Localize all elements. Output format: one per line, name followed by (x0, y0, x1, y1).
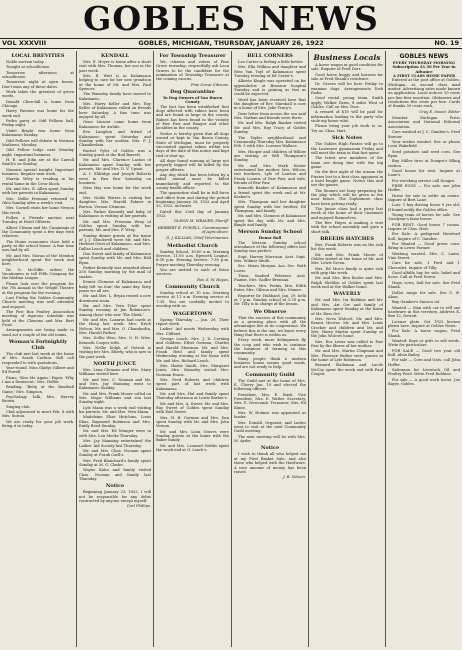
article-paragraph: Wanted — Man with car to sell our hardware in this territory. Address X. Box 12, Detroit. (388, 305, 460, 319)
article-paragraph: The Taylor neighborhood and Community Thursday Mrs. Kalamazoo Feb. 3 with Mrs. Lorenzo Wallace. (234, 135, 306, 149)
article-paragraph: Mrs. Thompson and her daughter spent Sunday with her brother, Ed Thompson, and family. (234, 200, 306, 213)
section-heading: Notice (105, 483, 125, 490)
article-paragraph: Dr. G. McGiffie orders the Vacationers to tell Fifth Company for the Medina League. (2, 267, 74, 281)
article-paragraph: Albert Clemm and Mr. Cummings of the Community spent a few days with relatives. (2, 225, 74, 239)
article-paragraph: Kenneth Banker of Kalamazoo and a friend spent the week end at Mr. Kecker's. (234, 186, 306, 199)
article-paragraph: For Wanted — Good green corn. Bring in Lewis Farmer. (388, 242, 460, 251)
article-paragraph: Don Sweet and family of Kalamazoo spent Sunday with Mr. and Mrs. Edd Ryan. (79, 252, 151, 265)
article-paragraph: Teachers, Mrs. Perkis, Mrs. Edith Eater, Mrs. Gibson and Mrs. Maxon. (234, 283, 306, 293)
article-paragraph: Pedro party at Odd Fellows hall, Friday night. (2, 119, 74, 128)
article-paragraph: You are invited to each of these services. (156, 268, 229, 277)
column-5 (311, 51, 383, 649)
dateline (0, 38, 462, 49)
article-paragraph: Word has been received here that the daughter of Rev. Marshall is now in a home of Mrs. Julie Tracy's. (234, 97, 306, 111)
article-paragraph: Cars for sale, 1 Ford and 1 Chevrolet. Inquire of Tilly. (388, 261, 460, 270)
article-paragraph: Cars washed at J. C. Gamber's. Fred Bowser. (388, 130, 460, 139)
column-2 (79, 51, 151, 649)
article-paragraph: Mrs. Nellie Wise, Mrs. O. H. Wise, Kenneth Cooper with. (79, 336, 151, 345)
article-paragraph: Young team of horses for sale. See Goodyear's farm lessee. (388, 213, 460, 222)
section-heading: NORTH JUNCT. (93, 361, 137, 367)
article-paragraph: The Seniors are busy preparing for the play which will be given in the near future. The Sophomore class have been getting ready. (311, 188, 383, 206)
article-paragraph: Mrs. Donald, Organist, and Ladies went to visit at the next Community Guild meeting. (234, 420, 306, 434)
section-heading: We Observe (253, 308, 287, 315)
article-paragraph: Odd Fellows will debate in Norman Mathews, Monday. (2, 138, 74, 147)
article-paragraph: The Junior class had a party last week at the home of their classmate and enjoyed themselves. (311, 206, 383, 220)
article-paragraph: Mrs. E. Hoyer is home after a short visit with Mrs. Thomas, her son in the past week. (79, 60, 151, 73)
article-paragraph: Mrs. Jay Manning entertained the Ladies' Aid Society last Thursday. (79, 439, 151, 448)
article-paragraph: Dollar range for sale. See C. B. Ahan. (388, 290, 460, 299)
article-paragraph: Mr. and Mrs. Ed Munger were in with Mrs. Lou Meeks Thursday. (79, 429, 151, 438)
article-paragraph: Supt. Harvey Morrison. Asst. Supt. Mrs. Wilmer Smith. (234, 254, 306, 264)
article-paragraph: The Gobles High Pirates will go to the Lawrence gymnasium Friday and will meet the team in that fast game. (311, 142, 383, 155)
article-paragraph: H. E. and John ate at the Carroll Smith's on Sunday. (2, 157, 74, 167)
section-heading: WAVERLY (333, 291, 361, 298)
section-heading: WAGERTOWN (172, 310, 213, 317)
article-paragraph: Mrs. Frank Roberts was on the sick list this week. (311, 243, 383, 252)
article-paragraph: Tonight at schoolhouse. (6, 65, 51, 70)
article-paragraph: Good alfalfa hay for sale, baled and loose. Call at Fred Doren. (388, 271, 460, 280)
signature-line: Rev. S. W. Hayes. (197, 277, 229, 282)
article-paragraph: Entered at the post office at Gobles, Michigan, as second class mail matter. Advertising rates made known on application. Local notices 10 cents per line first insertion. Obituaries and resolutions five cents per line. Cards of thanks 50 cents each. (388, 78, 460, 109)
article-paragraph: Reading, 'Betty at the Baseball Game,' Mrs. Simpson. (2, 385, 74, 394)
article-paragraph: Sunday School, 10:00 a.m. Morning Service, 11:00 a.m. Epworth League, 6:30 p.m. Evening Service, 7:30 p.m. Prayer meeting Thursday evening. (156, 249, 229, 267)
article-paragraph: Ernest Clemons of Kalamazoo and baby left 'on tour' the same day. Sixty years we all are. (79, 280, 151, 293)
section-heading: Notice (260, 445, 280, 452)
signature-line: Pine Grove Citizens. (191, 82, 229, 87)
article-paragraph: The Merson Sunday school attendance of the following offers last Sunday was perfect: (234, 240, 306, 254)
article-paragraph: We are ready for your job work. Bring it in today. (2, 419, 74, 429)
article-paragraph: Mr. and Mrs. Martin Chapman and Mrs. Florence Parker were guests at the home of Lyle Robinson. (311, 349, 383, 362)
section-heading: KENDALL (101, 53, 129, 59)
article-paragraph: Mrs. Nellie Fremont returned to Ohio Sunday after a week's visit. (2, 196, 74, 205)
article-paragraph: Sunday school at 10 a.m. Morning service at 11 a.m. Evening service at 7:30. You are cordially invited to worship with us. (156, 291, 229, 309)
column-rule (308, 51, 309, 647)
column-4 (234, 51, 306, 649)
article-paragraph: Mrs. Parker Kennedy and baby, of Kalamazoo is visiting at her parents. (79, 210, 151, 219)
article-paragraph: Dear letter from across the sea said Mrs. Nathan and friends were there. (234, 111, 306, 121)
article-paragraph: Eva Langdon and friend of Kalamazoo spent Saturday and Sunday with her mother, Mrs. P. J. Chamberlain. (79, 130, 151, 148)
article-paragraph: FOR SALE — Good two year old bull. Alvin Bailey. (388, 348, 460, 357)
article-paragraph: Mr. and Mrs. Mark Kester entertained her mother, Mrs. Wilcox, two brothers, Lyle of Lawton and Frank Loomis of Paw Paw, and wife, friends of Paw Paw. (234, 163, 306, 185)
article-paragraph: Mr. and Mrs. L. Bryan rented a new downtown room. (79, 294, 151, 303)
article-paragraph: Mrs. Eva Lewis was called to Paw Paw by the illness of her mother. (311, 339, 383, 348)
article-paragraph: Singing club. (6, 404, 31, 409)
article-paragraph: That the success of this community as a growing place with all the advantages lies in its cooperation. We believe this is the one, we know every thing that there is within us. (234, 315, 306, 337)
article-paragraph: Mr. and Mrs. Vern Tyler spent Sunday evening at Jim Robinson's. Among those who saw 'The Sheik.' (79, 303, 151, 317)
column-rule (153, 51, 154, 647)
article-paragraph: Reporter Dr. Hubbard. Jan. 29, held at 7 p.m. Sunday school at 1:30 p.m. Mr. Tilly is in charge of the lesson. (234, 293, 306, 307)
article-paragraph: Madeleine Elias Hutchins, Louis Elias, Raymond Robinson and Mrs. Emily Reed Sunday. (79, 415, 151, 429)
dateline-volume: VOL XXXVIII (2, 39, 47, 47)
article-paragraph: Beginning January 23, 1922, I will not be responsible for any debts contracted by anyone except myself. (79, 490, 151, 503)
article-paragraph: A. I. Eldridge and Joseph Roberts were in Paw Paw Saturday on business. (79, 172, 151, 185)
article-paragraph: Tomorrow afternoon at schoolhouse. (2, 70, 74, 80)
article-paragraph: Work takes the greenest of green words. (2, 90, 74, 99)
section-heading: Community Church (165, 284, 220, 291)
article-paragraph: Mrs. Noble Waters is visiting her daughter, Mrs. Harold Palmer in Burton, Vernon Clemons. (79, 195, 151, 209)
article-paragraph: The Post Box Poultry Association meeting of rigorous schedule was held at the Clemons and Mrs. Bert Frost. (2, 309, 74, 327)
article-paragraph: The Wamsley family have moved to Kalamazoo. (79, 92, 151, 101)
article-paragraph: Mr. and Mrs. Lazarus had cards at the Hoag last week. Mrs. Erich Nelson, Mr. and Mrs. O. Chamberlin, Mrs. Harold Parker. (79, 317, 151, 335)
article-paragraph: Leo Carter is feeling a little better. (238, 60, 304, 64)
article-paragraph: Buy Gamber's Sunoco oil. (392, 300, 441, 305)
article-paragraph: Odd Fellow lodge next Monday night. Important business. (2, 148, 74, 157)
article-paragraph: Piano, 'Kiss Me Again.' Paper, 'Why I Am a Democrat,' Mrs. Hoffer. (2, 375, 74, 384)
dateline-number: NO. 19 (434, 39, 459, 47)
article-paragraph: For Sale: A horse wagon, Fred Shank. (388, 329, 460, 338)
article-paragraph: Mrs. Fred Roberts and children spent part of last week with Kalamazoo. (156, 377, 229, 391)
article-paragraph: Miss Hay was home for the week end. (79, 186, 151, 195)
article-paragraph: A horse wagon in good condition for sale. Enquire of Fred Dorr. (311, 63, 383, 72)
article-paragraph: Dr. Graves will be here Friday to examine dogs. Arrangements Dick Parks. (311, 82, 383, 96)
article-paragraph: The latest new members of the team are doing fine with the big game. (311, 156, 383, 169)
signature-line: HERBERT E. POWELL, Commissioner of Agriculture. (157, 225, 229, 235)
article-paragraph: Mr. and Mrs. Frank Moore of Gobles visited at the home of Mr. and Mrs. Lewis Green. (311, 252, 383, 266)
article-paragraph: The club met last week at the home of Mrs. Sarah Carlton. Roll call responded to with quotations. (2, 351, 74, 365)
section-heading: Methodist Church (167, 242, 218, 249)
section-subheading: EVERY THURSDAY MORNING (392, 61, 456, 65)
column-3 (156, 51, 229, 649)
article-paragraph: President, Mrs. E. Bush. Vice President, Mrs. E. Walter. Secretary, Mrs. E. Newcomb. Treasurer, Mrs. Ed Kinne. (234, 392, 306, 410)
article-paragraph: FREE EGGS — For sale, see John Hoffer. (388, 183, 460, 193)
article-paragraph: Your wishes wanted. See or phone Leon Wakefield. (388, 139, 460, 149)
article-paragraph: Salesman for Livestock Oil and Poultry Feed. Write Fred Robbins. (388, 368, 460, 377)
section-heading: BREEDS HATCHES (320, 236, 374, 243)
article-paragraph: Mrs. W. Holmes was appointed as leader. (234, 411, 306, 420)
section-heading: Sick Notes (332, 135, 362, 142)
article-paragraph: Mr. and Mrs. Ira Robbins and Mr. and Mrs. Art Orr and family of Kalamazoo spent Sunday at the home of Mr. Ross Orr. (311, 298, 383, 316)
article-paragraph: Hogs, sows, bull for sale. See Fred Shank. (388, 280, 460, 290)
section-subheading: A FIRST CLASS HOME PAPER (392, 74, 456, 79)
section-subheading: Subscription $1.50 Per Year in Advance (392, 65, 456, 74)
signature-line: D. J. KILLIAN, Chief Veterinarian. (166, 236, 229, 241)
section-heading: Merson Sunday School (238, 229, 302, 236)
article-paragraph: Mrs. Hooper and children of Willow are visiting at Will Thompson's Sunday. (234, 149, 306, 163)
article-paragraph: Every week, more delinquents fly the coop and who wish to continue the business of farming in this community. (234, 338, 306, 356)
article-paragraph: Tomorrow night at open house. Don't miss any of these dates. (2, 80, 74, 89)
section-heading: LOCAL BREVITIES (11, 53, 65, 59)
article-paragraph: Mrs. H. B. Gorman and Mrs. Dan spent Sunday with Mr. and Mrs. John Vernon. (156, 415, 229, 429)
article-paragraph: Lyle Mann was a week end visiting his parents, Mr. and Mrs. Vern Mann. (79, 405, 151, 415)
article-paragraph: Rachel Tyler of Gobles was a Sunday guest at the Bud Barrett. (79, 148, 151, 157)
article-paragraph: Mrs. Neva Wolcott, Mr. and Mrs. Ernest Hoover, Mr. and Mrs. Louis Crocker and children and Mr. and Mrs. Harry Martin spent Sunday at the John Wolcott home. (311, 316, 383, 339)
column-rule (231, 51, 232, 647)
article-paragraph: Mr. and Mrs. Chas. Noonan spent Sunday at Frank Carll's. (79, 448, 151, 458)
section-heading: Community Guild (245, 371, 295, 378)
section-heading: Dog Quarantine (170, 89, 215, 96)
article-paragraph: Dated this 23rd day of January 1922. (156, 209, 229, 218)
article-paragraph: Follow a Friends auction next Tuesday at Hotel Gilberts. (2, 216, 74, 225)
article-paragraph: The Guild met at the home of Mrs. E. Cherry Jan. 19 and elected the following officers: (234, 378, 306, 392)
article-paragraph: Mr. and Mrs. Frank Moore called on Mrs. Major Williams and son last Sunday night. (79, 391, 151, 405)
article-paragraph: Mr. and Mrs. Leon Graves were Sunday guests at the home with the Baker family. (156, 429, 229, 443)
article-paragraph: Mrs. Ella Wilkins and daughter and Miss Van Tuyl of Kalamazoo spent Tuesday evening at Ed Carter's. (234, 65, 306, 79)
article-paragraph: Many people think a modern business house means good roads, and are not ready to help. (234, 356, 306, 370)
article-paragraph: Any dog which has been bitten by a rabid animal must be killed immediately and reported to the county health officer. (156, 172, 229, 190)
article-paragraph: Violet Bright was home from Kalamazoo Sunday. (2, 128, 74, 138)
section-heading: GOBLES NEWS (399, 53, 449, 60)
article-paragraph: For Sale: A pedigreed Hereford bull. Inquire of C. Gamber. (388, 232, 460, 241)
article-paragraph: Sunday dinner guests at the home of J. J. Shuckwell were Mr. and Mrs. Herbert Geist of Kalamazoo, and Mrs. Dallas Leach and children. (79, 233, 151, 251)
article-paragraph: Harry Parsons was home for the week end. (2, 109, 74, 118)
article-paragraph: License plate. Get 1922 license plates here. Inquire at Gobles News. (388, 319, 460, 328)
article-paragraph: Donald Churchill is home from Chicago. (2, 99, 74, 109)
column-1 (2, 51, 74, 649)
article-paragraph: Mrs. Hattie Smith, Mrs. Margaret Jones, Mrs. Wamsley visited Mrs. Norman Evans. (156, 363, 229, 377)
article-paragraph: Mr. and Mrs. E. Allen spent Sunday with her parents in Kalamazoo. (2, 186, 74, 196)
article-paragraph: Mr. and Mrs. A. Sweet, Mr. and Mrs. Ray Sweet of Gobles spent Sunday with Earl Sweet. (156, 401, 229, 415)
article-paragraph: Seed potatoes and seed corn. See Ryan. (388, 149, 460, 158)
column-rule (385, 51, 386, 647)
article-paragraph: Mr. and Mrs. C. Noonan and Mr. and Mrs. Jay Manning went to Kalamazoo Sunday. (79, 377, 151, 391)
article-paragraph: On the first night of the season the Pirates lost to a first class opponent in a hard fought game. Notice this and see the games. (311, 170, 383, 188)
section-heading: BELL CORNERS (247, 53, 293, 59)
article-paragraph: Please bring your job work to us. Try us. Chas. Hart. (311, 124, 383, 133)
article-paragraph: The Home economics class held a party at the school house. A fine time was had by all. (2, 239, 74, 253)
signature-line: J. B. Nelson. (283, 475, 306, 480)
article-paragraph: The next meeting will be with Mrs. M. Ayder. (234, 434, 306, 444)
article-paragraph: Mrs. Fred Blanchard's family spent Sunday at M. G. Clarke. (79, 458, 151, 467)
article-paragraph: Mrs. R. Watt is in Kalamazoo helping to care for her new grandson at the home of Mr. and Mrs. Paul Spencer. (79, 74, 151, 92)
article-paragraph: Gene Linsner came home from Kalamazoo for awhile. (79, 120, 151, 129)
article-paragraph: Year-round, Miss Gladys Gilbert and Ed Powell. (2, 365, 74, 375)
article-paragraph: Mrs. Nellie Kolph of Detroit is visiting her Mrs. Eberly, who is now in the past week. (79, 345, 151, 359)
article-paragraph: Treas. Sanford Peterson. Asst. Pianist, Mrs. Sadler Brennan. (234, 274, 306, 283)
article-paragraph: Mrs. Harry Keller and Mrs. Roy Keller of Kalamazoo called on friends here Saturday. A fine time was enjoyed by all. (79, 102, 151, 120)
section-subheading: Honor Roll (258, 236, 282, 241)
article-paragraph: Good house for rent. Inquire at Lane's. (388, 168, 460, 178)
signature-line: Cray E. Sweet, Editor (419, 109, 460, 114)
article-paragraph: Mrs. Lena Clemons and Mrs. Mary Williams visited here. (79, 368, 151, 377)
article-paragraph: The quarantine shall be in full force and effect from and during the period beginning January 26, 1922 and April 25, 1922, inclusive. (156, 191, 229, 209)
article-paragraph: George Leach, Mrs. J. D. Corning and children, Ethel Gorman, Charles and Harold Sherman. Mr. and Mrs. Frank Reid and family spent Wednesday evening at the home with Mr. and Mrs. Richard Leach. (156, 336, 229, 363)
article-paragraph: Washing wanted. Mrs. C. Lantz, Vine Street. (388, 251, 460, 261)
article-paragraph: FOR RENT: Good house 7 rooms. Inquire of Chas. Hart. (388, 222, 460, 232)
article-paragraph: Please look over the program for the 7th Annual in the Wright Theatre at the program for the evening. (2, 281, 74, 295)
article-paragraph: Mr. and Mrs. Clarence Laston of Kalamazoo spent Sunday with her parents, Mr. and Mrs. D. V. Upson. (79, 158, 151, 171)
article-paragraph: Spring Thursday — Jan. 26. Their report week. (156, 317, 229, 326)
article-paragraph: The Rev. Hayes is making a visit with the school assembly and gave a short talk. (311, 221, 383, 234)
article-paragraph: Last Friday the Gobles Community Church meeting was well attended and enjoyed. (2, 295, 74, 309)
article-paragraph: Mrs. Cornell visits her home Vernon this week. (2, 206, 74, 215)
masthead-title: GOBLES NEWS (83, 0, 379, 38)
article-paragraph: Sec. Mines Morgan. Ass. Sec. Ruth Lewis. (234, 264, 306, 273)
article-paragraph: Parker Kennedy was awarded about 250 Sunday morning by the mail of snakes. (79, 266, 151, 279)
article-paragraph: We, citizens and voters of Pine Grove township, respectfully ask Leon Graves to be the candidate for the nomination of Township Treasurer at the coming caucus. (156, 60, 229, 82)
article-paragraph: For sale — A good work horse. Joe Bayer, Gobles. (388, 377, 460, 387)
article-paragraph: I wish to thank all who helped me at my First Basket Sale, and also those who helped with the Hardware. A nice amount of money has been raised. (234, 452, 306, 474)
article-paragraph: Mr. and Mrs. Moran of the Mendon neighborhood spent the week end here. (2, 253, 74, 267)
article-paragraph: For wrecking service call Donges. (392, 178, 456, 183)
article-paragraph: Wanted: Boys or girls to sell seeds. Write for particulars. (388, 338, 460, 348)
article-paragraph: Member Michigan Press Association and National Editorial Association. (388, 116, 460, 129)
article-paragraph: Mr. and Mrs. Clemens of Kalamazoo spent the day with Mr. and Mrs. Bingle and family. (234, 214, 306, 228)
article-paragraph: Marvin Veley is residing in his rental home in the Crow block. (2, 177, 74, 186)
article-paragraph: Mr. and Mrs. Ralph Banker visited Mr. and Mrs. Roy Tracy of Gobles Sunday. (234, 121, 306, 135)
article-paragraph: Arrangements are being made to send out a couple of the old teams. (2, 328, 74, 337)
article-paragraph: Club adjourned to meet Feb. 8 with Mrs. Sutton. (2, 410, 74, 419)
article-paragraph: Bernard Slademan and Lucile McCoy spent the week end with Paul Cooper. (311, 363, 383, 376)
article-paragraph: Ladies' Aid meets Wednesday with Mrs. Clifford. (156, 327, 229, 336)
section-heading: Woman's Fortnightly Club (8, 338, 68, 351)
article-paragraph: Mr. and Mrs. Ben Kesler and Mrs. Ralph Sheldon of Gobles spent last week end at the Walker home. (311, 276, 383, 290)
column-6 (388, 51, 460, 649)
signature-line: Carl Phillips. (126, 504, 151, 509)
article-paragraph: Psychology Talk, Mrs. Harvey Brown. (2, 395, 74, 404)
article-paragraph: Buy Miller tires at Donges's filling station. (388, 159, 460, 168)
column-rule (76, 51, 77, 647)
section-subheading: To Dog Owners of Van Buren County (162, 96, 223, 105)
article-paragraph: For sale — Corn and Oats, call John Hoffer. (388, 358, 460, 367)
article-paragraph: Mr. and Mrs. Hal and family spent Thursday afternoon at Lewis Barker's. (156, 392, 229, 401)
section-heading: Business Locals (313, 53, 381, 62)
article-paragraph: Notice is hereby given that all dogs owned or kept in Van Buren County, State of Michigan, must be properly vaccinated against rabies within ten days of the date of this notice and kept tied or shut up. (156, 131, 229, 158)
article-paragraph: Lost: 1 bay driving horse 9 yrs old. If found notify the Gobles office. (388, 203, 460, 212)
article-paragraph: Good horse buggy and harness for sale at Fred Shank's residence. (311, 72, 383, 82)
article-paragraph: The fact has been established that dogs affected with rabies have been and are found at large in the county. Rabies has been found in the vicinity of Paw Paw and Bangor and other localities in the county. (156, 104, 229, 131)
article-paragraph: A reward of $10 will be paid for information leading to the party who stole my horse robe. (311, 110, 383, 124)
article-paragraph: Mrs. Ed Moe's family is quite sick with grip this week. (311, 266, 383, 276)
signature-line: GLENN M. WEAVER, Sheriff. (173, 219, 229, 224)
article-paragraph: Horse for sale to settle an estate. Inquire of Bert Lane. (388, 193, 460, 202)
section-heading: For Township Treasurer (159, 53, 226, 59)
article-paragraph: Mr. and Mrs. Freeman Wray of Gobles spent Sunday with her parents, Mr. and Mrs. F. Wray. (79, 219, 151, 233)
article-paragraph: Wayne Kuhn and family visited Chas. Noonan and family last Thursday. (79, 468, 151, 481)
article-paragraph: All dogs found running at large not properly tagged will be killed by the proper officers. (156, 158, 229, 172)
article-paragraph: Alberta Kingle was operated on for appendicitis at Bronson hospital Tuesday and is gaining as fast as could be expected. (234, 79, 306, 97)
dateline-date: GOBLES, MICHIGAN, THURSDAY, JANUARY 26, 1922 (138, 39, 324, 47)
article-paragraph: Mr. and Mrs. Leonard Gribbs spent the week end at G. Leach's. (156, 443, 229, 453)
article-paragraph: Masonic special tonight. Important business. Regular next week. (2, 167, 74, 176)
article-paragraph: Good rental young team, Smith apply, Walker Farm, 8 miles West of Gobles. Call on Mrs. Dorr. (311, 96, 383, 110)
article-paragraph: Noble auction today. (6, 60, 45, 64)
